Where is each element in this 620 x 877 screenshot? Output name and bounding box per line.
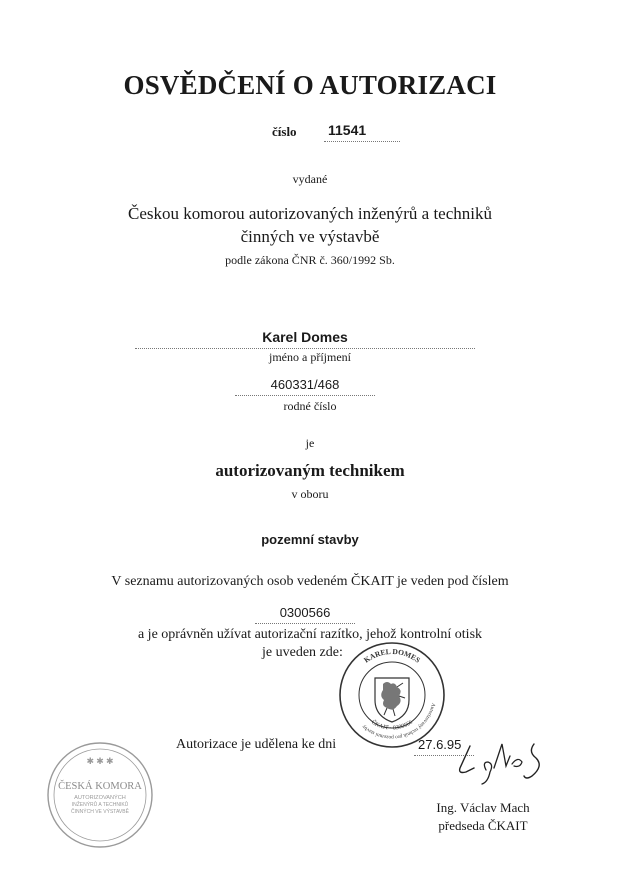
chamber-stamp-line-2: AUTORIZOVANÝCH (74, 795, 126, 801)
stamp-ring-text: Autorizovaný technik pro pozemní stavby (360, 702, 437, 741)
birth-number: 460331/468 (235, 377, 375, 396)
stamp-name-text: KAREL DOMES (362, 646, 422, 665)
law-reference: podle zákona ČNR č. 360/1992 Sb. (225, 253, 395, 267)
chamber-stamp-line-3: INŽENÝRŮ A TECHNIKŮ (71, 802, 129, 808)
certificate-number: 11541 (324, 122, 400, 142)
certificate-title: OSVĚDČENÍ O AUTORIZACI (123, 70, 497, 100)
field-prefix: v oboru (291, 487, 329, 501)
chamber-stamp-line-4: ČINNÝCH VE VÝSTAVBĚ (71, 809, 129, 815)
coat-of-arms-icon (375, 678, 409, 722)
issuer-line-1: Českou komorou autorizovaných inženýrů a techniků (128, 204, 492, 223)
signatory-name: Ing. Václav Mach (436, 800, 530, 815)
chamber-stamp (45, 740, 155, 850)
signature (452, 738, 552, 788)
signatory-role: předseda ČKAIT (438, 818, 528, 833)
holder-name: Karel Domes (135, 329, 475, 349)
issued-label: vydané (292, 172, 328, 186)
authorization-field: pozemní stavby (261, 532, 359, 547)
stamp-statement-line-1: a je oprávněn užívat autorizační razítko, jehož kontrolní otisk (137, 627, 483, 642)
stamp-statement-line-2: je uveden zde: (262, 645, 343, 660)
registry-statement: V seznamu autorizovaných osob vedeném ČKAIT je veden pod číslem (111, 574, 509, 589)
is-label: je (305, 436, 315, 450)
certificate-number-row (240, 122, 400, 146)
registration-number: 0300566 (255, 605, 355, 624)
authorization-role: autorizovaným technikem (215, 461, 405, 480)
granted-date: 27.6.95 (414, 737, 474, 756)
authorization-stamp (337, 640, 447, 750)
issuer-line-2: činných ve výstavbě (240, 227, 380, 246)
birth-number-caption: rodné číslo (283, 399, 337, 413)
svg-text:✱ ✱ ✱: ✱ ✱ ✱ (86, 756, 114, 766)
granted-label: Autorizace je udělena ke dni (176, 737, 337, 752)
stamp-bottom-text: ČKAIT · 0300566 (370, 719, 414, 732)
chamber-stamp-line-1: ČESKÁ KOMORA (58, 781, 142, 792)
holder-name-caption: jméno a příjmení (269, 350, 351, 364)
number-label: číslo (272, 124, 297, 139)
